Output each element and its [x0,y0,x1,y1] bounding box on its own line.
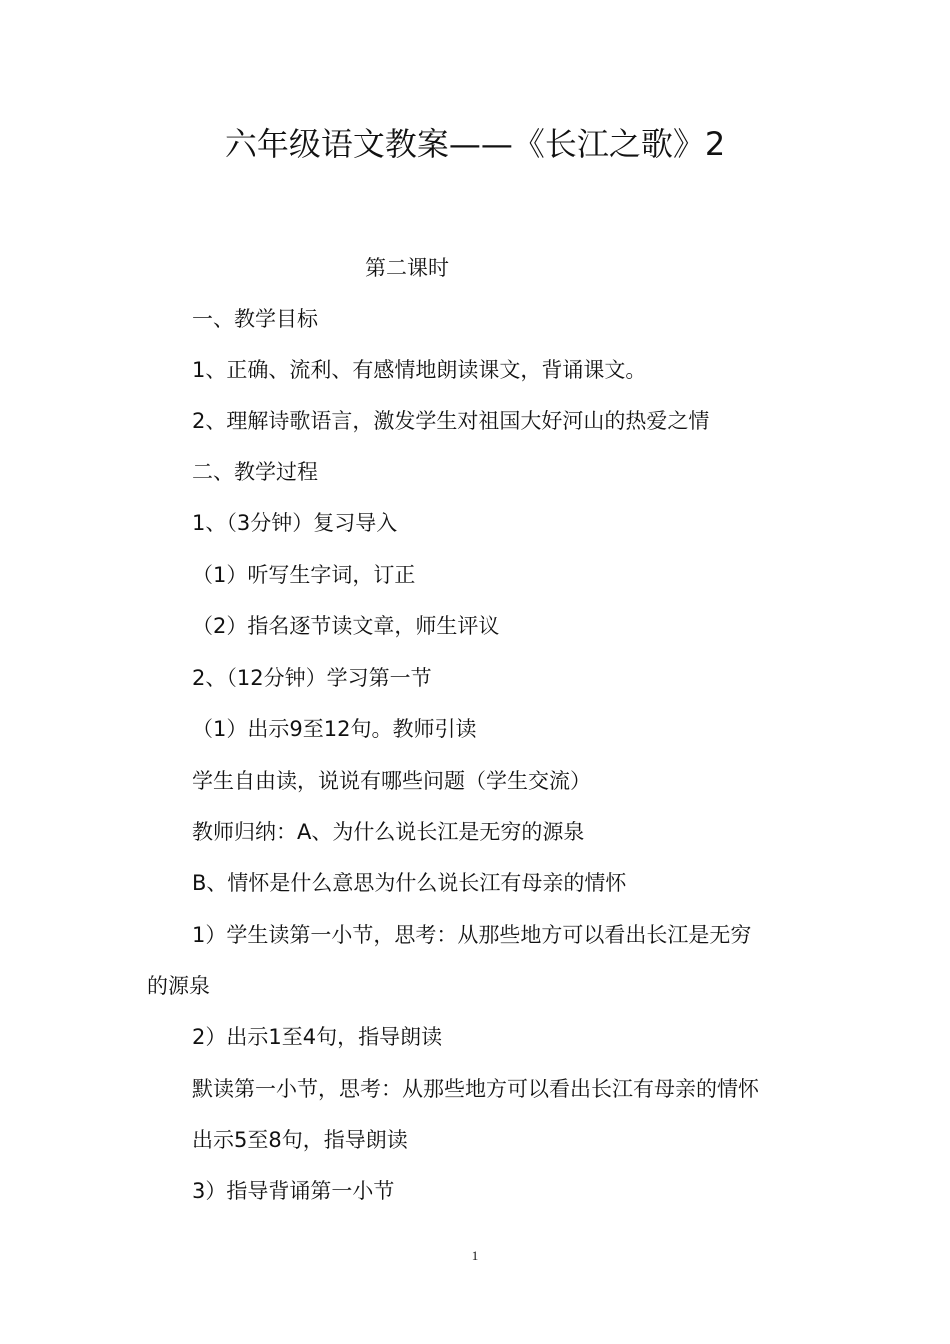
body-text: B、情怀是什么意思为什么说长江有母亲的情怀 [192,871,627,895]
objective-item: 2、理解诗歌语言，激发学生对祖国大好河山的热爱之情 [192,409,710,433]
lesson-period-heading: 第二课时 [365,256,449,280]
section-heading-objectives: 一、教学目标 [192,307,318,331]
body-text: 2）出示1至4句，指导朗读 [192,1025,443,1049]
body-text: 出示5至8句，指导朗读 [192,1128,408,1152]
section-heading-process: 二、教学过程 [192,460,318,484]
body-text: 学生自由读，说说有哪些问题（学生交流） [192,769,591,793]
objective-item: 1、正确、流利、有感情地朗读课文，背诵课文。 [192,358,647,382]
process-step: 2、（12分钟）学习第一节 [192,666,432,690]
body-text: 默读第一小节，思考：从那些地方可以看出长江有母亲的情怀 [192,1077,759,1101]
process-substep: （1）听写生字词，订正 [192,563,416,587]
body-text: 教师归纳：A、为什么说长江是无穷的源泉 [192,820,585,844]
process-step: 1、（3分钟）复习导入 [192,511,398,535]
page-number: 1 [471,1248,479,1263]
document-title: 六年级语文教案——《长江之歌》2 [224,125,726,163]
process-substep: （1）出示9至12句。教师引读 [192,717,477,741]
body-text: 1）学生读第一小节，思考：从那些地方可以看出长江是无穷 [192,923,752,947]
process-substep: （2）指名逐节读文章，师生评议 [192,614,500,638]
body-text-continuation: 的源泉 [147,974,210,998]
body-text: 3）指导背诵第一小节 [192,1179,395,1203]
